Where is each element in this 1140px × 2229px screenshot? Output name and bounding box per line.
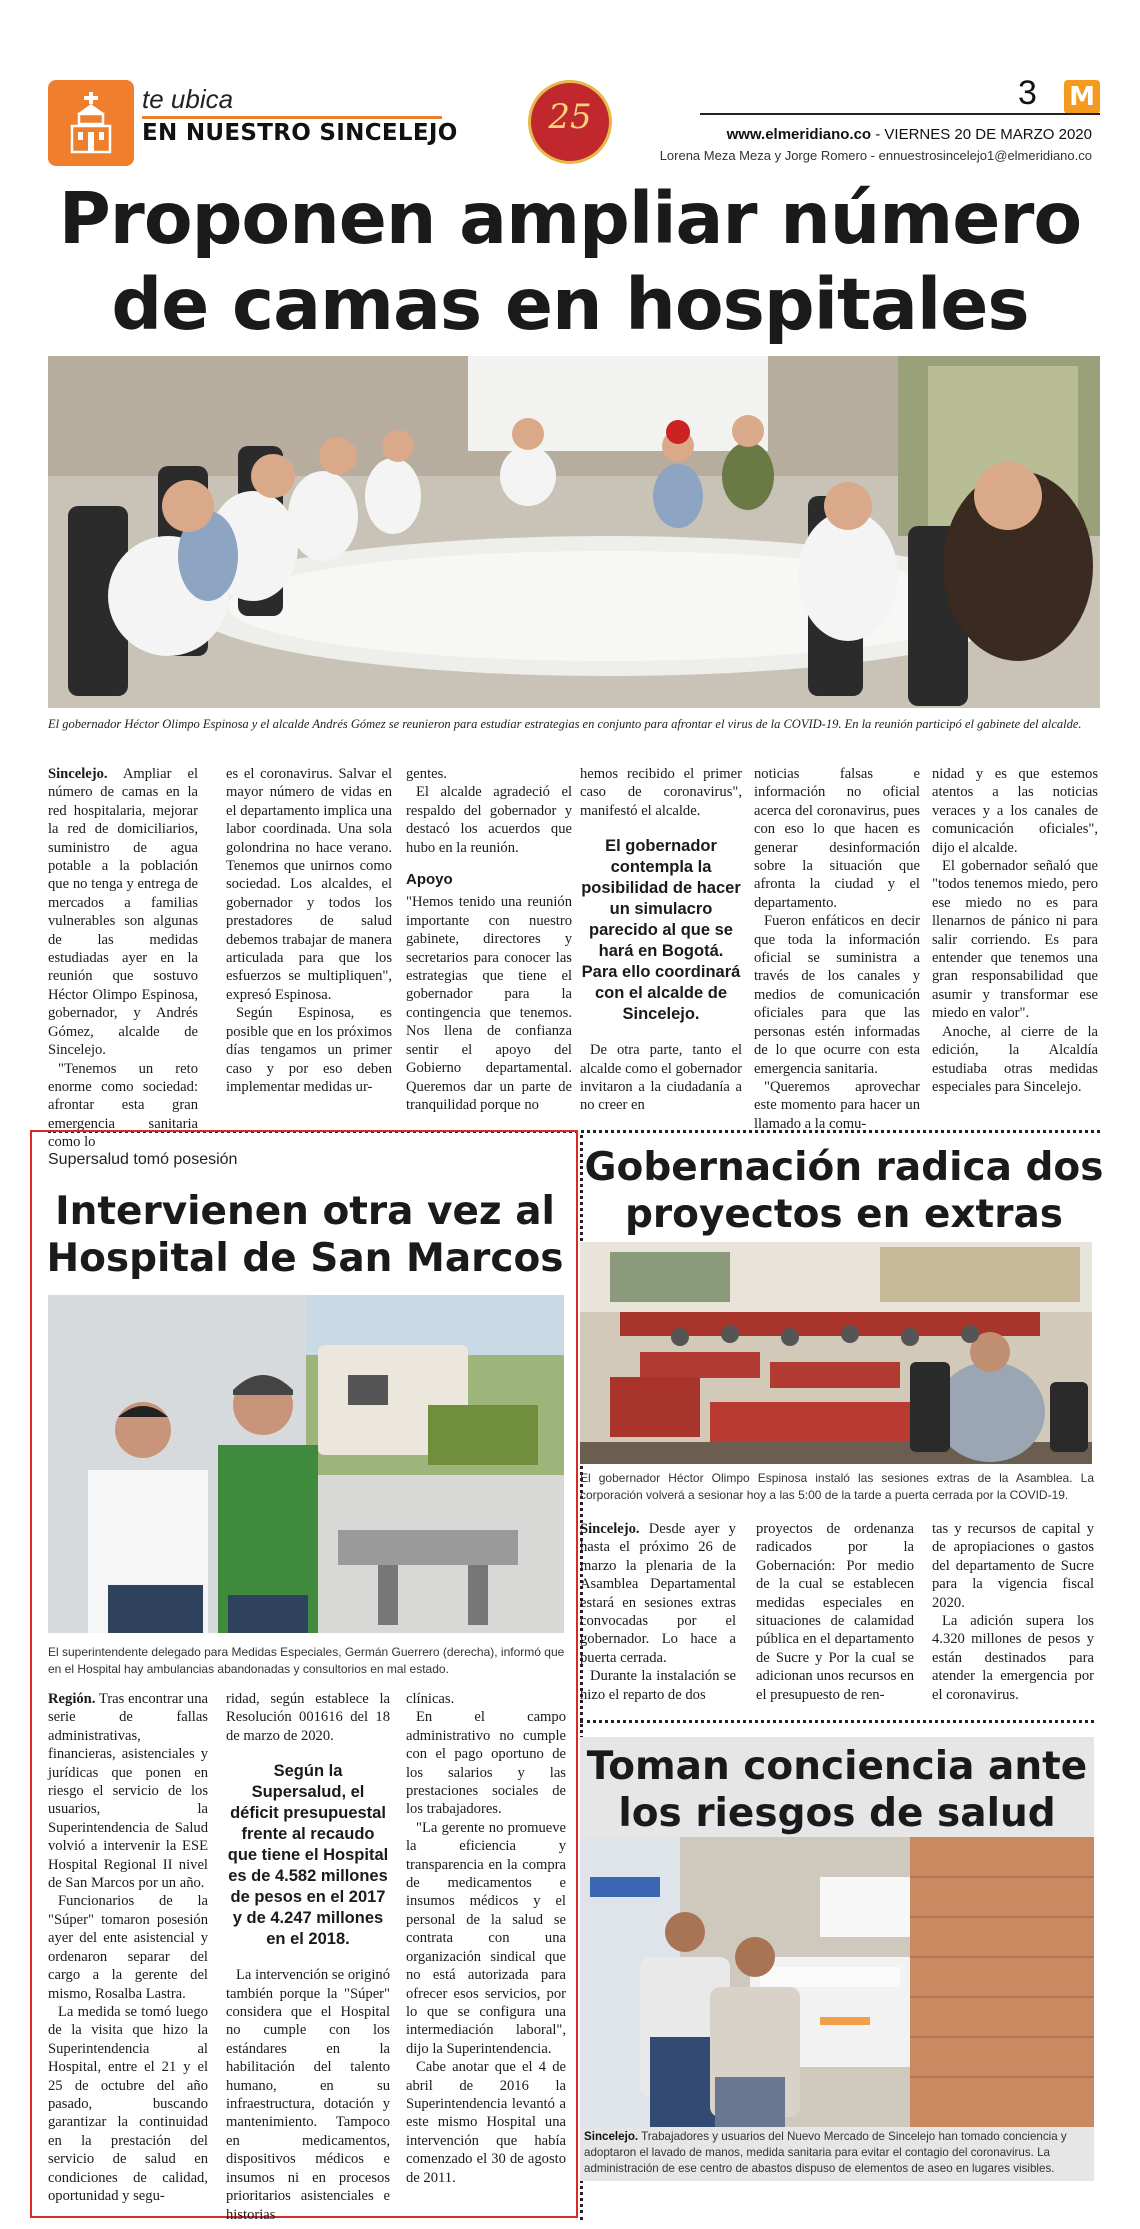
main-col-3 [406,765,572,1114]
paragraph: "Tenemos un reto enorme como sociedad: afrontar esta gran emergencia sanitaria como lo [48,1060,198,1151]
main-headline-line1: Proponen ampliar número [58,177,1082,260]
section-rule [142,116,442,119]
main-col-1 [48,765,198,1152]
paragraph: es el coronavirus. Salvar el mayor número de vidas en el departamento implica una labor coordinada. Una sola golondrina no hace verano. Tenemos que unirnos como sociedad. Los alcaldes, el gobernador y todos los prestadores de salud debemos trabajar de manera articulada para que los esfuerzos se multipliquen", expresó Espinosa. [226,766,392,1003]
story2-headline-line2: Hospital de San Marcos [46,1236,564,1281]
section-divider [580,1720,1094,1723]
paragraph: ridad, según establece la Resolución 001616 del 18 de marzo de 2020. [226,1691,390,1744]
story4-headline-line2: los riesgos de salud [618,1791,1056,1836]
paragraph: El alcalde agradeció el respaldo del gobernador y destacó los acuerdos que hubo en la reunión. [406,784,572,856]
paragraph: Durante la instalación se hizo el reparto de dos [580,1668,736,1703]
paragraph: proyectos de ordenanza radicados por la Gobernación: Por medio de la cual se establecen medidas especiales en situaciones de calamidad pública en el departamento de Sucre y Por la cual se adicionan unos recursos en el presupuesto de ren- [756,1521,914,1703]
section-name: EN NUESTRO SINCELEJO [142,120,458,146]
paragraph: Anoche, al cierre de la edición, la Alcaldía estudiaba otras medidas especiales para Sincelejo. [932,1023,1098,1095]
story2-col-2 [226,1690,390,2224]
main-col-6 [932,765,1098,1096]
page-number: 3 [1018,74,1037,112]
story2-headline [40,1188,570,1282]
paragraph: Fueron enfáticos en decir que toda la información oficial se suministra a través de los canales y medios de comunicación oficiales para que las personas estén informadas de lo que ocurre con esta emergencia sanitaria. [754,913,920,1077]
paragraph: La adición supera los 4.320 millones de pesos y están destinados para atender la emergencia por el coronavirus. [932,1613,1094,1703]
main-headline [40,176,1100,348]
anniversary-number: 25 [548,97,592,137]
story3-photo-caption: El gobernador Héctor Olimpo Espinosa instaló las sesiones extras de la Asamblea. La corporación volverá a sesionar hoy a las 5:00 de la tarde a puerta cerrada por la COVID-19. [580,1471,1094,1502]
paragraph: tas y recursos de capital y de apropiaciones o gastos del departamento de Sucre para la vigencia fiscal 2020. [932,1521,1094,1611]
site-link[interactable]: www.elmeridiano.co [726,126,872,143]
story3-headline-line1: Gobernación radica dos [584,1145,1104,1190]
paragraph: "Hemos tenido una reunión importante con nuestro gabinete, directores y secretarios para conocer las estrategias que tiene el gobernador para la contingencia que tenemos. Nos llena de confianza sentir el apoyo del Gobierno departamental. Queremos dar un parte de tranquilidad porque no [406,894,572,1113]
main-photo-caption: El gobernador Héctor Olimpo Espinosa y el alcalde Andrés Gómez se reunieron para estudiar estrategias en conjunto para afrontar el virus de la COVID-19. En la reunión participó el gabinete del alcalde. [48,717,1082,731]
meeting-photo [48,356,1100,708]
paragraph: hemos recibido el primer caso de coronavirus", manifestó el alcalde. [580,766,742,819]
dateline: Región. [48,1691,96,1707]
story2-col-1 [48,1690,208,2205]
pull-quote: El gobernador contempla la posibilidad de hacer un simulacro parecido al que se hará en Bogotá. Para ello coordinará con el alcalde de Sincelejo. [581,837,741,1024]
paragraph: Funcionarios de la "Súper" tomaron posesión ayer del ente asistencial y ordenaron separar del cargo a la gerente del mismo, Rosalba Lastra. [48,1893,208,2002]
paragraph: nidad y es que estemos atentos a las noticias veraces y a los canales de comunicación oficiales", dijo el alcalde. [932,766,1098,856]
paragraph: "La gerente no promueve la eficiencia y transparencia en la compra de medicamentos e insumos médicos y el personal de la salud se contrata con una organización sindical que no está autorizada para ofrecer esos servicios, por lo que se configura una intermediación laboral", dijo la Superintendencia. [406,1819,566,2057]
assembly-photo [580,1242,1092,1464]
officials-photo [48,1295,564,1633]
main-headline-line2: de camas en hospitales [111,263,1029,346]
paragraph: La intervención se originó también porque la "Súper" considera que el Hospital no cumple con los estándares en la habilitación del talento humano, en su infraestructura, dotación y mantenimiento. Tampoco en medicamentos, dispositivos médicos e insumos ni en procesos prioritarios asistenciales e historias [226,1967,390,2223]
paragraph: La medida se tomó luego de la visita que hizo la Superintendencia al Hospital, entre el 21 y el 25 de octubre del año pasado, buscando garantizar la continuidad en la prestación del servicio de salud en condiciones de calidad, oportunidad y segu- [48,2003,208,2204]
story2-headline-line1: Intervienen otra vez al [55,1189,555,1234]
paragraph: En el campo administrativo no cumple con el pago oportuno de los salarios y las prestaciones sociales de los trabajadores. [406,1709,566,1818]
paragraph: Desde ayer y hasta el próximo 26 de marzo la plenaria de la Asamblea Departamental estará en sesiones extras convocadas por el gobernador. Lo hace a puerta cerrada. [580,1521,736,1666]
section-kicker: te ubica [142,84,234,114]
story3-col-1 [580,1520,736,1704]
story3-headline-line2: proyectos en extras [625,1192,1063,1237]
story4-headline [580,1743,1094,1837]
publication-date: - VIERNES 20 DE MARZO 2020 [875,126,1092,143]
main-col-5 [754,765,920,1133]
paragraph: Tras encontrar una serie de fallas administrativas, financieras, asistenciales y jurídicas que ponen en riesgo el servicio de los usuarios, la Superintendencia de Salud volvió a intervenir la ESE Hospital Regional II nivel de San Marcos por un año. [48,1691,208,1892]
story2-col-3 [406,1690,566,2187]
subheading: Apoyo [406,871,453,889]
masthead-authors: Lorena Meza Meza y Jorge Romero - ennuestrosincelejo1@elmeridiano.co [659,148,1092,163]
paragraph: De otra parte, tanto el alcalde como el gobernador invitaron a la ciudadanía a no creer en [580,1042,742,1114]
pull-quote: Según la Supersalud, el déficit presupuestal frente al recaudo que tiene el Hospital es de 4.582 millones de pesos en el 2017 y de 4.247 millones en el 2018. [227,1762,389,1949]
story3-col-2 [756,1520,914,1704]
story4-headline-line1: Toman conciencia ante [586,1744,1088,1789]
story3-headline [584,1144,1104,1238]
paragraph: Ampliar el número de camas en la red hospitalaria, mejorar la red de domiciliarios, suministro de agua potable a la población que no tenga y entrega de mercados a familias vulnerables son algunas de las medidas estudiadas ayer en la reunión que sostuvo Héctor Olimpo Espinosa, gobernador, y Andrés Gómez, alcalde de Sincelejo. [48,766,198,1059]
story2-kicker: Supersalud tomó posesión [48,1151,238,1168]
paragraph: "Queremos aprovechar este momento para hacer un llamado a la comu- [754,1078,920,1132]
paragraph: clínicas. [406,1691,455,1707]
brand-logo: M [1064,80,1100,114]
main-col-4 [580,765,742,1115]
paragraph: El gobernador señaló que "todos tenemos miedo, pero ese miedo no es para llenarnos de pánico ni para salir corriendo. Es para entender que tenemos una gran responsabilidad que asumir y transformar ese miedo en valor". [932,858,1098,1022]
story4-photo-caption [580,2127,1094,2181]
story2-photo-caption: El superintendente delegado para Medidas Especiales, Germán Guerrero (derecha), informó que en el Hospital hay ambulancias abandonadas y consultorios en mal estado. [48,1645,565,1676]
story3-col-3 [932,1520,1094,1704]
main-col-2 [226,765,392,1096]
handwashing-photo [580,1837,1094,2127]
dateline: Sincelejo. [48,766,108,782]
masthead-rule [700,113,1100,115]
church-icon [48,80,134,166]
paragraph: noticias falsas e información no oficial acerca del coronavirus, pues con eso lo que hacen es generar desinformación sobre la situación que afronta la ciudad y el departamento. [754,766,920,911]
paragraph: gentes. [406,766,447,782]
caption-text: Trabajadores y usuarios del Nuevo Mercado de Sincelejo han tomado conciencia y adoptaron el lavado de manos, medida sanitaria para evitar el contagio del coronavirus. La administración de ese centro de abastos dispuso de elementos de aseo en lugares visibles. [584,2130,1067,2175]
dateline: Sincelejo. [584,2130,639,2143]
paragraph: Cabe anotar que el 4 de abril de 2016 la Superintendencia levantó a este mismo Hospital una intervención que había comenzado el 30 de agosto de 2011. [406,2059,566,2186]
masthead-date [727,126,1092,143]
paragraph: Según Espinosa, es posible que en los próximos días tengamos un primer caso y por eso deben implementar medidas ur- [226,1005,392,1095]
anniversary-seal [528,80,612,164]
dateline: Sincelejo. [580,1521,640,1537]
